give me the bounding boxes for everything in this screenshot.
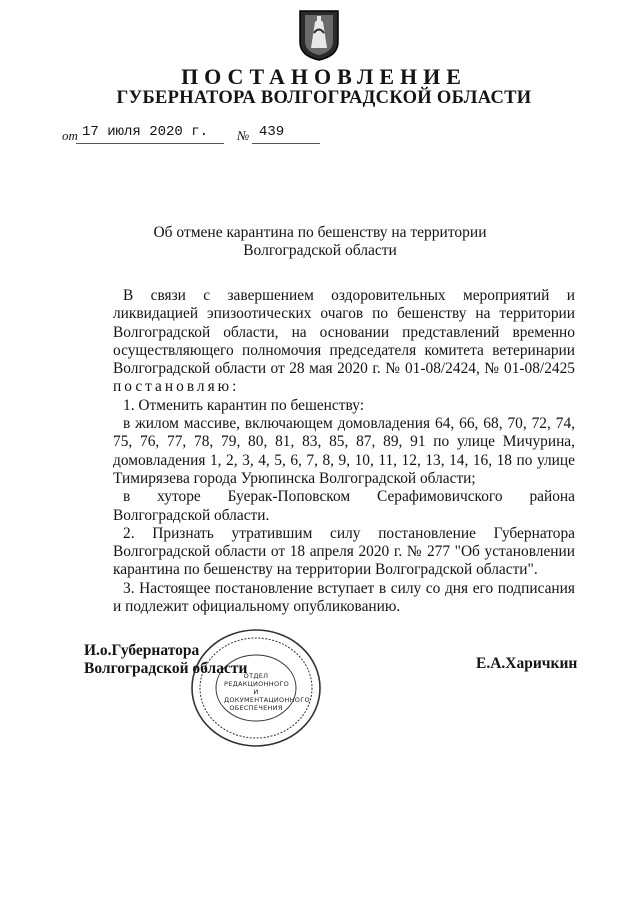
signatory-name: Е.А.Харичкин: [476, 655, 578, 672]
document-title: [0, 224, 640, 260]
number-underline: [252, 143, 320, 144]
stamp-text: [224, 672, 310, 712]
signatory-role-line: И.о.Губернатора: [84, 642, 200, 659]
number-label: №: [237, 128, 250, 143]
date-number-line: [62, 124, 332, 146]
body-paragraph: в жилом массиве, включающем домовладения 64, 66, 68, 70, 72, 74, 75, 76, 77, 78, 79, 80, 81, 83, 85, 87, 89, 91 по улице Мичурина, домовладения 1, 2, 3, 4, 5, 6, 7, 8, 9, 10, 11, 12, 13, 14, 16, 18 по улице Тимирязева города Урюпинска Волгоградской области;: [113, 415, 575, 487]
resolution-word: постановляю:: [113, 378, 240, 396]
date-underline: [76, 143, 224, 144]
number-value: 439: [259, 124, 285, 140]
body-paragraph: 1. Отменить карантин по бешенству:: [123, 396, 364, 414]
stamp-line: ДОКУМЕНТАЦИОННОГО: [224, 696, 310, 704]
issuer-title: ГУБЕРНАТОРА ВОЛГОГРАДСКОЙ ОБЛАСТИ: [116, 88, 532, 108]
body-paragraph: [113, 287, 575, 397]
document-title-line: Волгоградской области: [243, 242, 397, 259]
signatory-role: [84, 642, 247, 678]
signatory-role-line: Волгоградской области: [84, 660, 248, 677]
body-paragraph: в хуторе Буерак-Поповском Серафимовичского района Волгоградской области.: [113, 488, 575, 524]
date-label: от: [62, 128, 78, 143]
stamp-line: РЕДАКЦИОННОГО И: [224, 680, 290, 696]
body-paragraph: 2. Признать утратившим силу постановление Губернатора Волгоградской области от 18 апреля 2020 г. № 277 "Об установлении карантина по бешенству на территории Волгоградской области".: [113, 524, 575, 579]
document-body: [113, 287, 575, 616]
date-value: 17 июля 2020 г.: [82, 124, 209, 140]
preamble-text: В связи с завершением оздоровительных мероприятий и ликвидацией эпизоотических очагов по бешенству на территории Волгоградской области, на основании представлений временно осуществляющего полномочия председателя комитета ветеринарии Волгоградской области от 28 мая 2020 г. № 01-08/2424, № 01-08/2425: [113, 287, 575, 378]
document-type-title: ПОСТАНОВЛЕНИЕ: [181, 64, 467, 89]
coat-of-arms-icon: [297, 8, 341, 62]
document-title-line: Об отмене карантина по бешенству на территории: [153, 224, 487, 241]
stamp-line: ОБЕСПЕЧЕНИЯ: [229, 704, 283, 712]
stamp-line: ОТДЕЛ: [243, 672, 269, 680]
body-paragraph: 3. Настоящее постановление вступает в силу со дня его подписания и подлежит официальному опубликованию.: [113, 579, 575, 616]
